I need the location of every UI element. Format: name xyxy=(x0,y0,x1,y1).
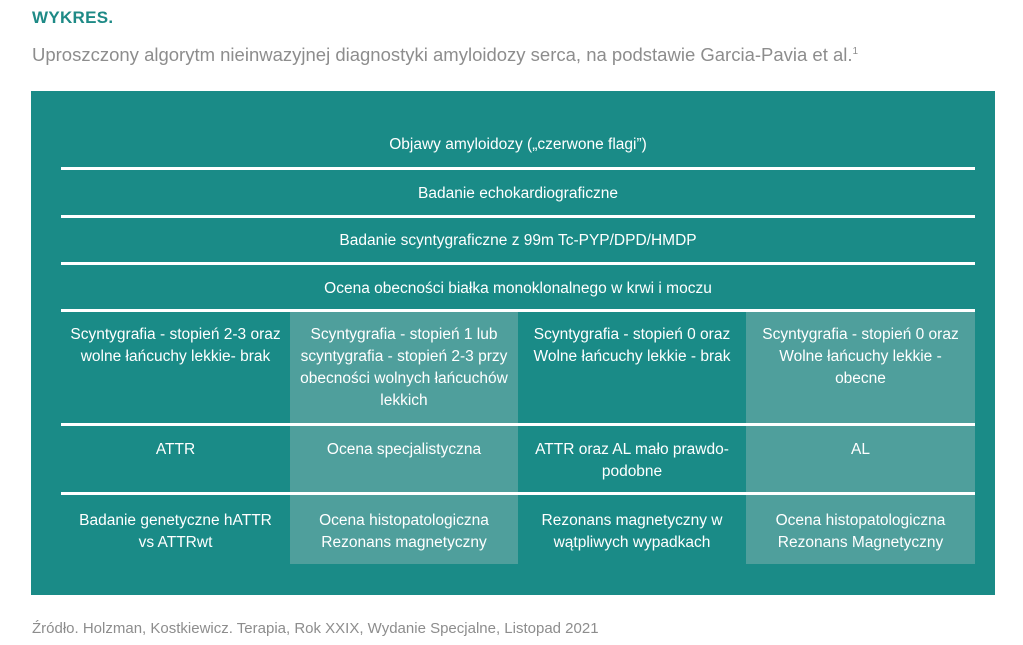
result-al: AL xyxy=(746,426,975,492)
condition-al: Scyntygrafia - stopień 0 oraz Wolne łańcuchy lekkie - obecne xyxy=(746,312,975,423)
step-monoclonal-protein: Ocena obecności białka monoklonalnego w krwi i moczu xyxy=(324,280,712,297)
condition-unlikely: Scyntygrafia - stopień 0 oraz Wolne łańcuchy lekkie - brak xyxy=(533,326,731,365)
action-mri-doubtful: Rezonans magnetyczny w wątpliwych wypadkach xyxy=(541,512,723,551)
action-histopathology-mri: Ocena histopatologiczna Rezonans magnetyczny xyxy=(290,495,518,564)
figure-label: WYKRES. xyxy=(32,8,114,27)
result-unlikely: ATTR oraz AL mało prawdo-podobne xyxy=(535,441,729,480)
figure-subtitle xyxy=(32,44,858,66)
source-note: Źródło. Holzman, Kostkiewicz. Terapia, Rok XXIX, Wydanie Specjalne, Listopad 2021 xyxy=(32,620,599,637)
action-histopathology-mri-al: Ocena histopatologiczna Rezonans Magnetyczny xyxy=(746,495,975,564)
results-row xyxy=(61,426,975,492)
conditions-row xyxy=(61,312,975,423)
footnote-mark: 1 xyxy=(852,45,859,57)
actions-row xyxy=(61,495,975,564)
subtitle-text: Uproszczony algorytm nieinwazyjnej diagnostyki amyloidozy serca, na podstawie Garcia-Pavia et al. xyxy=(32,44,853,65)
action-genetic-test: Badanie genetyczne hATTR vs ATTRwt xyxy=(79,512,272,551)
divider xyxy=(61,262,975,265)
divider xyxy=(61,167,975,170)
condition-specialist: Scyntygrafia - stopień 1 lub scyntygrafia - stopień 2-3 przy obecności wolnych łańcuchów lekkich xyxy=(290,312,518,423)
condition-attr: Scyntygrafia - stopień 2-3 oraz wolne łańcuchy lekkie- brak xyxy=(70,326,281,365)
algorithm-panel xyxy=(31,91,995,595)
step-scintigraphy: Badanie scyntygraficzne z 99m Tc-PYP/DPD/HMDP xyxy=(339,232,697,249)
step-echocardiography: Badanie echokardiograficzne xyxy=(418,185,618,202)
divider xyxy=(61,215,975,218)
result-specialist: Ocena specjalistyczna xyxy=(290,426,518,492)
result-attr: ATTR xyxy=(155,441,196,458)
step-symptoms: Objawy amyloidozy („czerwone flagi”) xyxy=(389,136,647,153)
